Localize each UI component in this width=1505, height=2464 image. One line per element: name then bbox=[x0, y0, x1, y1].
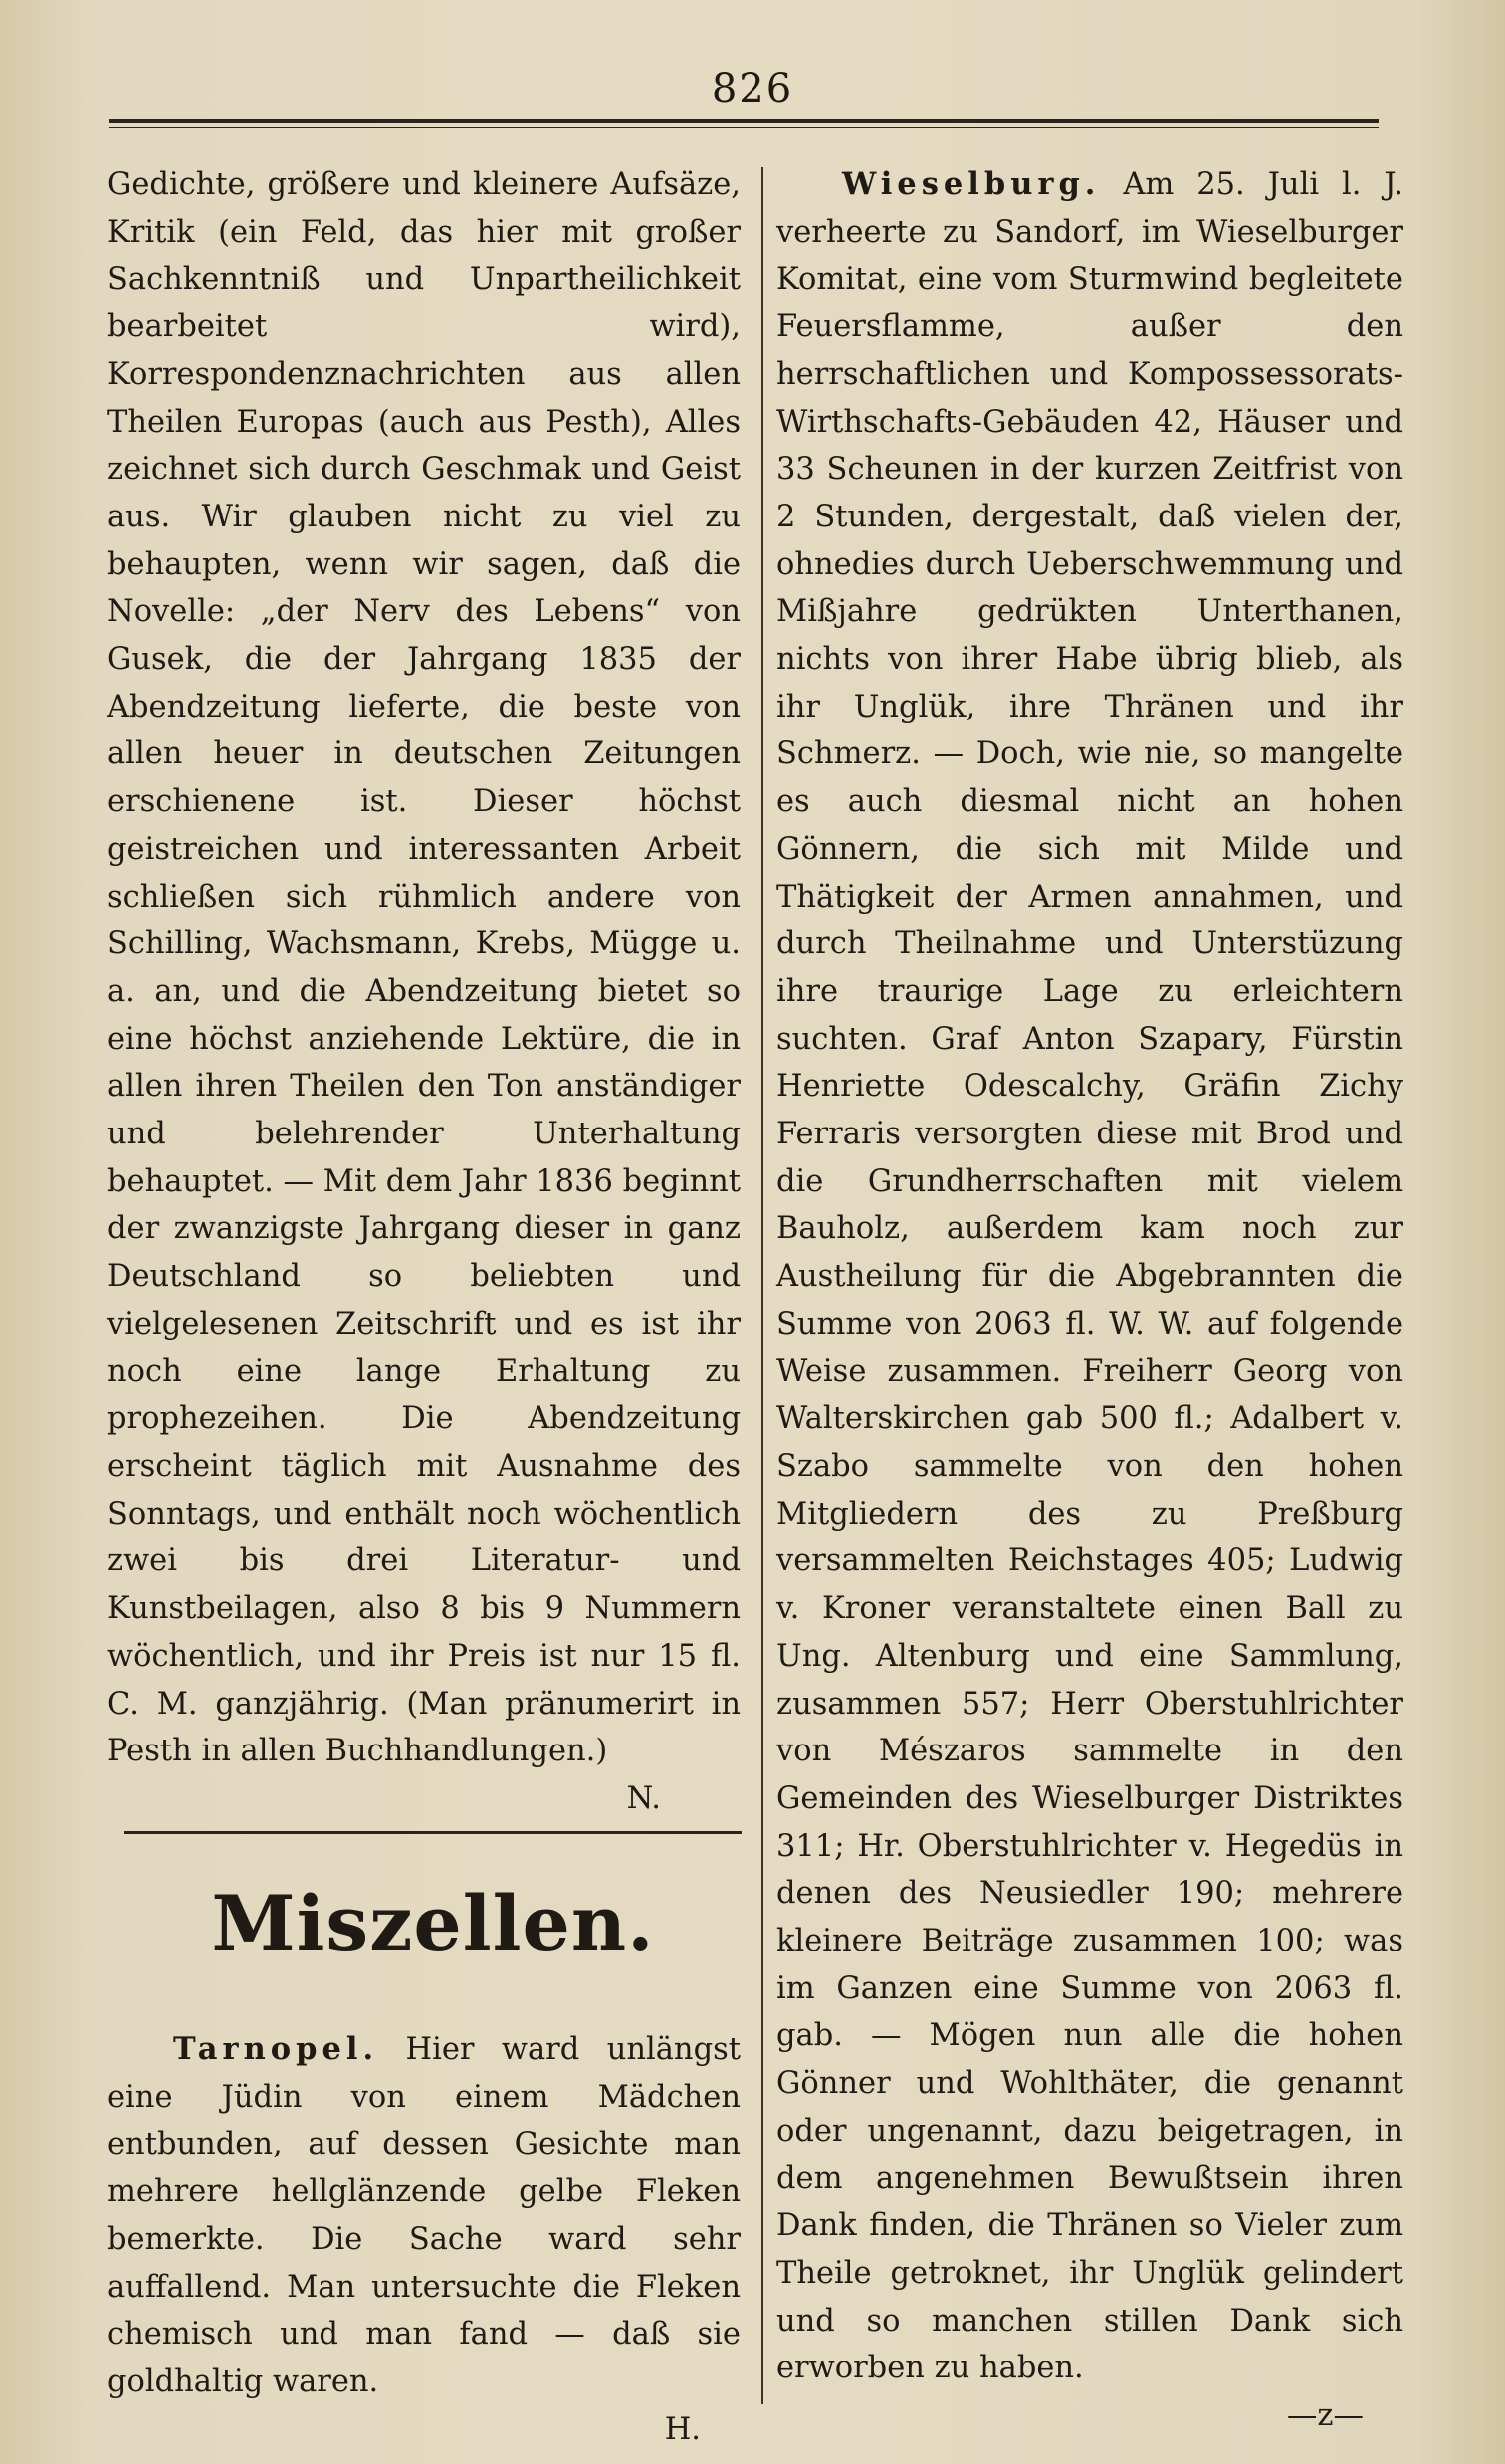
section-rule bbox=[124, 1831, 742, 1834]
wieselburg-article bbox=[776, 161, 1403, 2392]
miszellen-column bbox=[108, 2026, 741, 2453]
tarnopel-signature: H. bbox=[664, 2411, 701, 2447]
header-rule bbox=[109, 119, 1379, 123]
tarnopel-item bbox=[108, 2026, 741, 2406]
page-number: 826 bbox=[711, 66, 794, 111]
tarnopel-place: Tarnopel. bbox=[173, 2031, 379, 2067]
wieselburg-signature: —z— bbox=[1286, 2398, 1364, 2434]
column-divider bbox=[761, 167, 763, 2404]
section-heading: Miszellen. bbox=[211, 1879, 655, 1967]
left-column bbox=[108, 161, 741, 1823]
tarnopel-text: Hier ward unlängst eine Jüdin von einem Mädchen entbunden, auf dessen Gesichte man mehrere hellglänzende gelbe Fleken bemerkte. Die Sache ward sehr auffallend. Man untersuchte die Fleken chemisch und man fand — daß sie goldhaltig waren. bbox=[108, 2032, 741, 2399]
review-signature: N. bbox=[626, 1780, 661, 1816]
review-paragraph: Gedichte, größere und kleinere Aufsäze, Kritik (ein Feld, das hier mit großer Sachkenntniß und Unpartheilichkeit bearbeitet wird), Korrespondenznachrichten aus allen Theilen Europas (auch aus Pesth), Alles zeichnet sich durch Geschmak und Geist aus. Wir glauben nicht zu viel zu behaupten, wenn wir sagen, daß die Novelle: „der Nerv des Lebens“ von Gusek, die der Jahrgang 1835 der Abendzeitung lieferte, die beste von allen heuer in deutschen Zeitungen erschienene ist. Dieser höchst geistreichen und interessanten Arbeit schließen sich rühmlich andere von Schilling, Wachsmann, Krebs, Mügge u. a. an, und die Abendzeitung bietet so eine höchst anziehende Lektüre, die in allen ihren Theilen den Ton anständiger und belehrender Unterhaltung behauptet. — Mit dem Jahr 1836 beginnt der zwanzigste Jahrgang dieser in ganz Deutschland so beliebten und vielgelesenen Zeitschrift und es ist ihr noch eine lange Erhaltung zu prophezeihen. Die Abendzeitung erscheint täglich mit Ausnahme des Sonntags, und enthält noch wöchentlich zwei bis drei Literatur- und Kunstbeilagen, also 8 bis 9 Nummern wöchentlich, und ihr Preis ist nur 15 fl. C. M. ganzjährig. (Man pränumerirt in Pesth in allen Buchhandlungen.) bbox=[108, 167, 741, 1769]
wieselburg-place: Wieselburg. bbox=[842, 166, 1101, 202]
wieselburg-text: Am 25. Juli l. J. verheerte zu Sandorf, im Wieselburger Komitat, eine vom Sturmwind begleitete Feuersflamme, außer den herrschaftlichen und Kompossessorats-Wirthschafts-Gebäuden 42, Häuser und 33 Scheunen in der kurzen Zeitfrist von 2 Stunden, dergestalt, daß vielen der, ohnedies durch Ueberschwemmung und Mißjahre gedrükten Unterthanen, nichts von ihrer Habe übrig blieb, als ihr Unglük, ihre Thränen und ihr Schmerz. — Doch, wie nie, so mangelte es auch diesmal nicht an hohen Gönnern, die sich mit Milde und Thätigkeit der Armen annahmen, und durch Theilnahme und Unterstüzung ihre traurige Lage zu erleichtern suchten. Graf Anton Szapary, Fürstin Henriette Odescalchy, Gräfin Zichy Ferraris versorgten diese mit Brod und die Grundherrschaften mit vielem Bauholz, außerdem kam noch zur Austheilung für die Abgebrannten die Summe von 2063 fl. W. W. auf folgende Weise zusammen. Freiherr Georg von Walterskirchen gab 500 fl.; Adalbert v. Szabo sammelte von den hohen Mitgliedern des zu Preßburg versammelten Reichstages 405; Ludwig v. Kroner veranstaltete einen Ball zu Ung. Altenburg und eine Sammlung, zusammen 557; Herr Oberstuhlrichter von Mészaros sammelte in den Gemeinden des Wieselburger Distriktes 311; Hr. Oberstuhlrichter v. Hegedüs in denen des Neusiedler 190; mehrere kleinere Beiträge zusammen 100; was im Ganzen eine Summe von 2063 fl. gab. — Mögen nun alle die hohen Gönner und Wohlthäter, die genannt oder ungenannt, dazu beigetragen, in dem angenehmen Bewußtsein ihren Dank finden, die Thränen so Vieler zum Theile getroknet, ihr Unglük gelindert und so manchen stillen Dank sich erworben zu haben. bbox=[776, 167, 1403, 2386]
right-column bbox=[776, 161, 1403, 2440]
